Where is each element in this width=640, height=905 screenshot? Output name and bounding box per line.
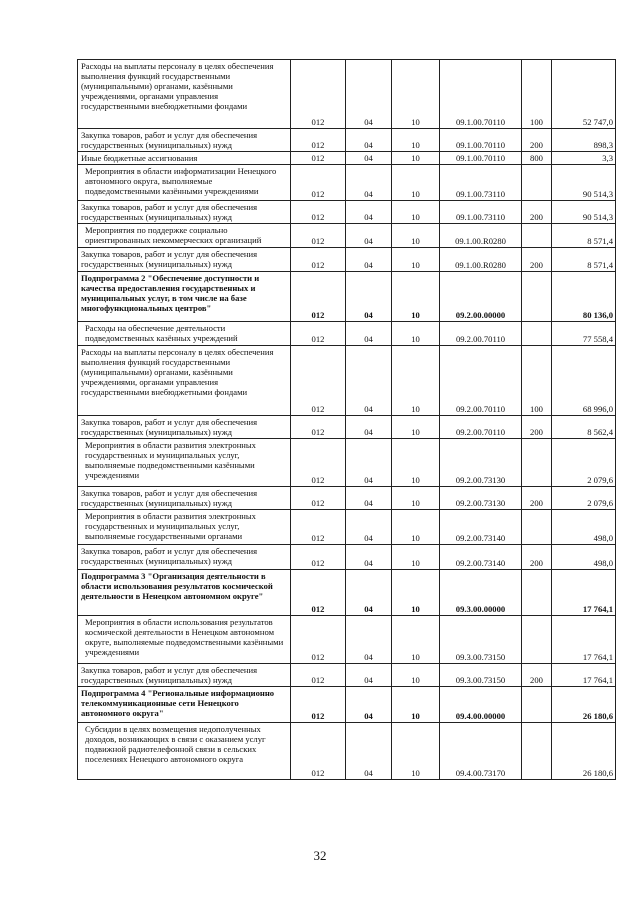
subsection-code: 10	[392, 510, 440, 545]
section-code: 04	[346, 723, 392, 780]
ministry-code: 012	[291, 510, 346, 545]
row-name: Закупка товаров, работ и услуг для обеспечения государственных (муниципальных) нужд	[78, 545, 291, 570]
ministry-code: 012	[291, 201, 346, 224]
ministry-code: 012	[291, 322, 346, 346]
amount: 26 180,6	[552, 687, 616, 723]
subsection-code: 10	[392, 272, 440, 322]
section-code: 04	[346, 272, 392, 322]
section-code: 04	[346, 152, 392, 165]
subsection-code: 10	[392, 570, 440, 616]
amount: 498,0	[552, 545, 616, 570]
ministry-code: 012	[291, 248, 346, 272]
table-row	[78, 664, 616, 687]
ministry-code: 012	[291, 545, 346, 570]
table-row	[78, 570, 616, 616]
row-name: Расходы на выплаты персоналу в целях обеспечения выполнения функций государственными (муниципальными) органами, казёнными учреждениями, органами управления государственными внебюджетными фондами	[78, 60, 291, 129]
section-code: 04	[346, 129, 392, 152]
row-name: Закупка товаров, работ и услуг для обеспечения государственных (муниципальных) нужд	[78, 129, 291, 152]
section-code: 04	[346, 322, 392, 346]
amount: 68 996,0	[552, 346, 616, 416]
amount: 8 571,4	[552, 248, 616, 272]
row-name: Подпрограмма 3 "Организация деятельности в области использования результатов космической деятельности в Ненецком автономном округе"	[78, 570, 291, 616]
target-article-code: 09.2.00.70110	[440, 346, 522, 416]
amount: 8 571,4	[552, 224, 616, 248]
expense-type-code: 100	[522, 346, 552, 416]
ministry-code: 012	[291, 152, 346, 165]
expense-type-code	[522, 723, 552, 780]
ministry-code: 012	[291, 224, 346, 248]
section-code: 04	[346, 616, 392, 664]
target-article-code: 09.3.00.00000	[440, 570, 522, 616]
row-name: Мероприятия в области развития электронных государственных и муниципальных услуг, выполняемые государственными органами	[78, 510, 291, 545]
row-name: Расходы на обеспечение деятельности подведомственных казённых учреждений	[78, 322, 291, 346]
subsection-code: 10	[392, 439, 440, 487]
row-name: Мероприятия по поддержке социально ориентированных некоммерческих организаций	[78, 224, 291, 248]
amount: 26 180,6	[552, 723, 616, 780]
amount: 8 562,4	[552, 416, 616, 439]
subsection-code: 10	[392, 224, 440, 248]
amount: 498,0	[552, 510, 616, 545]
table-row	[78, 201, 616, 224]
section-code: 04	[346, 487, 392, 510]
row-name: Закупка товаров, работ и услуг для обеспечения государственных (муниципальных) нужд	[78, 201, 291, 224]
table-row	[78, 224, 616, 248]
expense-type-code: 200	[522, 664, 552, 687]
subsection-code: 10	[392, 129, 440, 152]
subsection-code: 10	[392, 416, 440, 439]
table-row	[78, 687, 616, 723]
amount: 77 558,4	[552, 322, 616, 346]
row-name: Закупка товаров, работ и услуг для обеспечения государственных (муниципальных) нужд	[78, 664, 291, 687]
table-row	[78, 248, 616, 272]
target-article-code: 09.2.00.70110	[440, 322, 522, 346]
expense-type-code: 200	[522, 248, 552, 272]
expense-type-code	[522, 570, 552, 616]
ministry-code: 012	[291, 346, 346, 416]
section-code: 04	[346, 416, 392, 439]
subsection-code: 10	[392, 664, 440, 687]
expense-type-code: 200	[522, 487, 552, 510]
amount: 17 764,1	[552, 664, 616, 687]
amount: 898,3	[552, 129, 616, 152]
target-article-code: 09.1.00.R0280	[440, 224, 522, 248]
ministry-code: 012	[291, 687, 346, 723]
expense-type-code	[522, 687, 552, 723]
row-name: Иные бюджетные ассигнования	[78, 152, 291, 165]
target-article-code: 09.2.00.73140	[440, 545, 522, 570]
expense-type-code: 200	[522, 129, 552, 152]
budget-table	[77, 59, 616, 780]
section-code: 04	[346, 224, 392, 248]
table-row	[78, 60, 616, 129]
expense-type-code	[522, 616, 552, 664]
table-row	[78, 510, 616, 545]
expense-type-code: 200	[522, 201, 552, 224]
subsection-code: 10	[392, 152, 440, 165]
subsection-code: 10	[392, 248, 440, 272]
section-code: 04	[346, 60, 392, 129]
table-row	[78, 416, 616, 439]
expense-type-code	[522, 322, 552, 346]
target-article-code: 09.2.00.73140	[440, 510, 522, 545]
ministry-code: 012	[291, 570, 346, 616]
subsection-code: 10	[392, 322, 440, 346]
amount: 17 764,1	[552, 570, 616, 616]
amount: 2 079,6	[552, 487, 616, 510]
ministry-code: 012	[291, 487, 346, 510]
target-article-code: 09.2.00.70110	[440, 416, 522, 439]
table-row	[78, 165, 616, 201]
expense-type-code	[522, 165, 552, 201]
expense-type-code	[522, 224, 552, 248]
expense-type-code	[522, 439, 552, 487]
subsection-code: 10	[392, 201, 440, 224]
target-article-code: 09.1.00.73110	[440, 201, 522, 224]
table-row	[78, 272, 616, 322]
ministry-code: 012	[291, 664, 346, 687]
section-code: 04	[346, 687, 392, 723]
ministry-code: 012	[291, 416, 346, 439]
row-name: Мероприятия в области использования результатов космической деятельности в Ненецком автономном округе, выполняемые подведомственными казёнными учреждениями	[78, 616, 291, 664]
table-row	[78, 322, 616, 346]
table-row	[78, 723, 616, 780]
target-article-code: 09.1.00.70110	[440, 152, 522, 165]
amount: 2 079,6	[552, 439, 616, 487]
budget-table-body	[78, 60, 616, 780]
section-code: 04	[346, 201, 392, 224]
target-article-code: 09.1.00.73110	[440, 165, 522, 201]
amount: 80 136,0	[552, 272, 616, 322]
amount: 52 747,0	[552, 60, 616, 129]
expense-type-code: 200	[522, 545, 552, 570]
target-article-code: 09.4.00.73170	[440, 723, 522, 780]
row-name: Субсидии в целях возмещения недополученных доходов, возникающих в связи с оказанием услуг подвижной радиотелефонной связи в сельских поселениях Ненецкого автономного округа	[78, 723, 291, 780]
section-code: 04	[346, 248, 392, 272]
row-name: Подпрограмма 4 "Региональные информационно телекоммуникационные сети Ненецкого автономного округа"	[78, 687, 291, 723]
amount: 3,3	[552, 152, 616, 165]
target-article-code: 09.2.00.00000	[440, 272, 522, 322]
expense-type-code	[522, 272, 552, 322]
amount: 17 764,1	[552, 616, 616, 664]
table-row	[78, 487, 616, 510]
row-name: Закупка товаров, работ и услуг для обеспечения государственных (муниципальных) нужд	[78, 487, 291, 510]
section-code: 04	[346, 510, 392, 545]
page-number: 32	[313, 848, 327, 863]
section-code: 04	[346, 165, 392, 201]
subsection-code: 10	[392, 545, 440, 570]
ministry-code: 012	[291, 272, 346, 322]
ministry-code: 012	[291, 129, 346, 152]
target-article-code: 09.2.00.73130	[440, 487, 522, 510]
table-row	[78, 129, 616, 152]
target-article-code: 09.2.00.73130	[440, 439, 522, 487]
target-article-code: 09.1.00.70110	[440, 129, 522, 152]
row-name: Мероприятия в области информатизации Ненецкого автономного округа, выполняемые подведомственными казёнными учреждениями	[78, 165, 291, 201]
table-row	[78, 152, 616, 165]
expense-type-code: 100	[522, 60, 552, 129]
section-code: 04	[346, 570, 392, 616]
row-name: Подпрограмма 2 "Обеспечение доступности и качества предоставления государственных и муниципальных услуг, в том числе на базе многофункциональных центров"	[78, 272, 291, 322]
subsection-code: 10	[392, 723, 440, 780]
target-article-code: 09.3.00.73150	[440, 616, 522, 664]
expense-type-code	[522, 510, 552, 545]
target-article-code: 09.4.00.00000	[440, 687, 522, 723]
table-row	[78, 346, 616, 416]
target-article-code: 09.1.00.R0280	[440, 248, 522, 272]
section-code: 04	[346, 545, 392, 570]
subsection-code: 10	[392, 487, 440, 510]
ministry-code: 012	[291, 60, 346, 129]
table-row	[78, 616, 616, 664]
expense-type-code: 800	[522, 152, 552, 165]
target-article-code: 09.3.00.73150	[440, 664, 522, 687]
table-row	[78, 545, 616, 570]
ministry-code: 012	[291, 723, 346, 780]
subsection-code: 10	[392, 165, 440, 201]
subsection-code: 10	[392, 687, 440, 723]
row-name: Закупка товаров, работ и услуг для обеспечения государственных (муниципальных) нужд	[78, 248, 291, 272]
subsection-code: 10	[392, 346, 440, 416]
row-name: Расходы на выплаты персоналу в целях обеспечения выполнения функций государственными (муниципальными) органами, казёнными учреждениями, органами управления государственными внебюджетными фондами	[78, 346, 291, 416]
ministry-code: 012	[291, 165, 346, 201]
row-name: Закупка товаров, работ и услуг для обеспечения государственных (муниципальных) нужд	[78, 416, 291, 439]
subsection-code: 10	[392, 616, 440, 664]
ministry-code: 012	[291, 616, 346, 664]
target-article-code: 09.1.00.70110	[440, 60, 522, 129]
section-code: 04	[346, 664, 392, 687]
table-row	[78, 439, 616, 487]
row-name: Мероприятия в области развития электронных государственных и муниципальных услуг, выполняемые подведомственными казёнными учреждениями	[78, 439, 291, 487]
amount: 90 514,3	[552, 165, 616, 201]
section-code: 04	[346, 346, 392, 416]
amount: 90 514,3	[552, 201, 616, 224]
expense-type-code: 200	[522, 416, 552, 439]
ministry-code: 012	[291, 439, 346, 487]
section-code: 04	[346, 439, 392, 487]
subsection-code: 10	[392, 60, 440, 129]
